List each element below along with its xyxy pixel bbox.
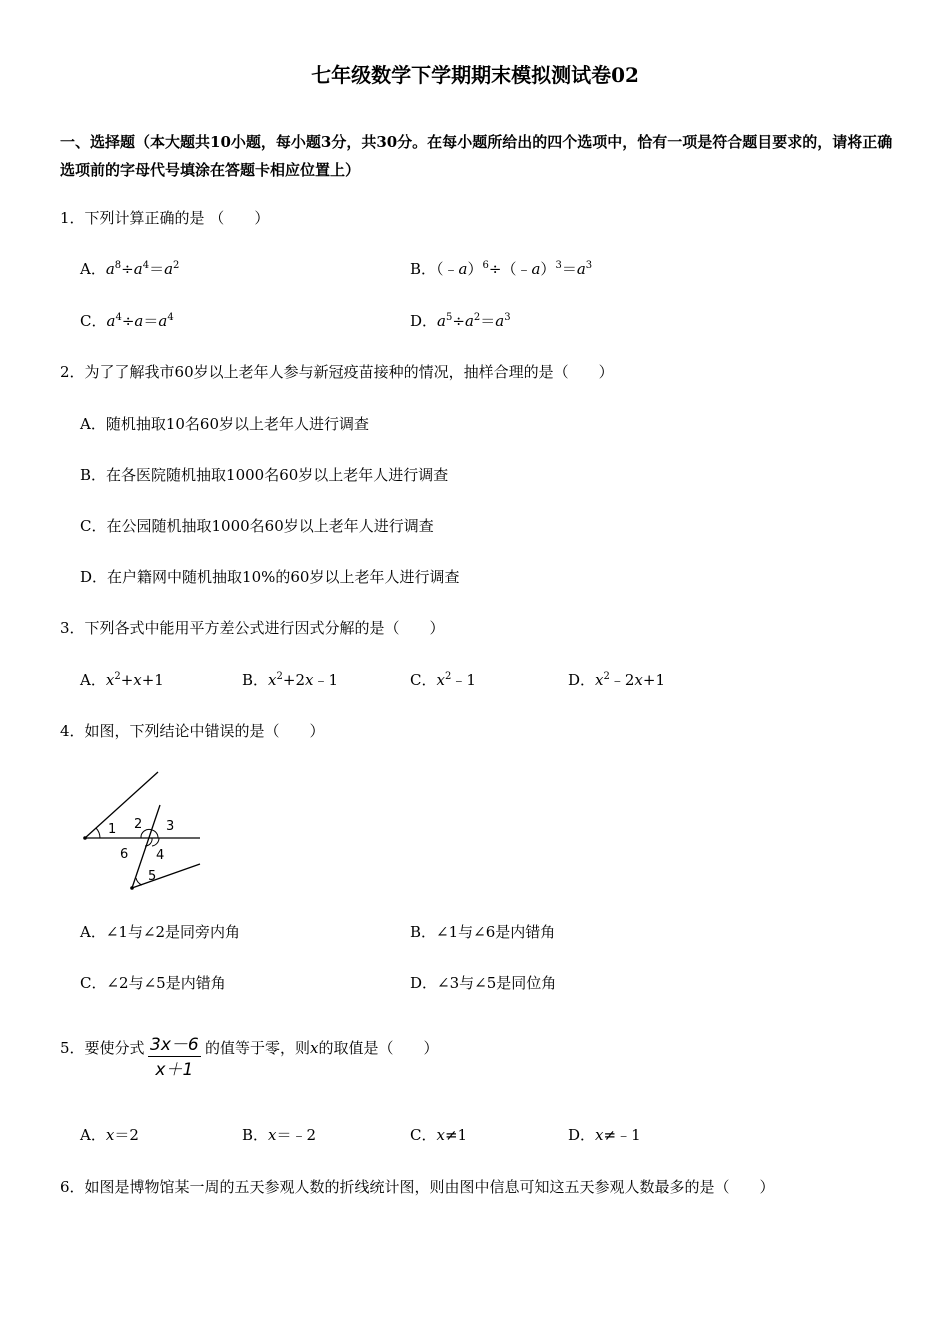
lower-ray: [132, 864, 200, 888]
question-5-option-d: D．x≠﹣1: [568, 1126, 641, 1144]
question-1-option-d: D．$a^5\div a^2=a^3$: [410, 312, 511, 330]
question-2-option-b: B．在各医院随机抽取1000名60岁以上老年人进行调查: [80, 466, 449, 484]
question-3-option-a: A．$x^2+x+1$: [80, 671, 164, 689]
vertex-point: [130, 886, 134, 890]
angle-arc-5: [136, 878, 142, 885]
question-3-stem: 3．下列各式中能用平方差公式进行因式分解的是（ ）: [60, 619, 445, 637]
question-4-option-c: C．∠2与∠5是内错角: [80, 974, 226, 992]
angle-label-3: 3: [166, 819, 175, 834]
angle-arc-4: [152, 838, 159, 846]
angle-label-1: 1: [108, 822, 117, 837]
question-2-option-a: A．随机抽取10名60岁以上老年人进行调查: [80, 415, 370, 433]
angle-arc-1: [96, 828, 100, 838]
question-6-stem: 6．如图是博物馆某一周的五天参观人数的折线统计图，则由图中信息可知这五天参观人数最多的是（ ）: [60, 1178, 775, 1196]
angle-label-4: 4: [156, 848, 165, 863]
question-3-option-d: D．$x^2﹣2x+1$: [568, 671, 666, 689]
question-4-option-a: A．∠1与∠2是同旁内角: [80, 923, 241, 941]
question-1-option-a: A．$a^8\div a^4=a^2$: [80, 260, 180, 278]
question-1-stem: 1．下列计算正确的是 （ ）: [60, 209, 270, 227]
question-1-option-b: B．$(﹣a)^6\div(﹣a)^3=a^3$: [410, 260, 593, 278]
question-5-stem-prefix: 5．要使分式: [60, 1039, 145, 1057]
angle-label-5: 5: [148, 869, 157, 884]
question-2-option-d: D．在户籍网中随机抽取10%的60岁以上老年人进行调查: [80, 568, 460, 586]
vertex-point: [83, 836, 87, 840]
question-4-option-b: B．∠1与∠6是内错角: [410, 923, 556, 941]
angle-label-6: 6: [120, 847, 129, 862]
question-5-option-b: B．x＝﹣2: [242, 1126, 317, 1144]
fraction: [148, 1034, 201, 1083]
question-5-option-a: A．x＝2: [80, 1126, 139, 1144]
angle-arc-3: [152, 830, 158, 838]
question-3-option-c: C．$x^2﹣1$: [410, 671, 476, 689]
section-heading: 一、选择题（本大题共10小题，每小题3分，共30分。在每小题所给出的四个选项中，恰有一项是符合题目要求的，请将正确选项前的字母代号填涂在答题卡相应位置上）: [60, 133, 893, 179]
fraction-denominator: x＋1: [155, 1060, 194, 1080]
question-2-option-c: C．在公园随机抽取1000名60岁以上老年人进行调查: [80, 517, 434, 535]
question-5-stem-suffix: 的值等于零，则x的取值是（ ）: [205, 1039, 439, 1057]
question-1-option-c: C．$a^4\div a=a^4$: [80, 312, 174, 330]
question-3-option-b: B．$x^2+2x﹣1$: [242, 671, 339, 689]
question-4-stem: 4．如图，下列结论中错误的是（ ）: [60, 722, 325, 740]
angle-label-2: 2: [134, 817, 143, 832]
fraction-numerator: 3x－6: [150, 1035, 199, 1055]
question-5-option-c: C．x≠1: [410, 1126, 468, 1144]
angle-figure: [70, 760, 220, 900]
question-2-stem: 2．为了了解我市60岁以上老年人参与新冠疫苗接种的情况，抽样合理的是（ ）: [60, 363, 614, 381]
page-title: 七年级数学下学期期末模拟测试卷02: [311, 63, 639, 87]
question-4-option-d: D．∠3与∠5是同位角: [410, 974, 557, 992]
